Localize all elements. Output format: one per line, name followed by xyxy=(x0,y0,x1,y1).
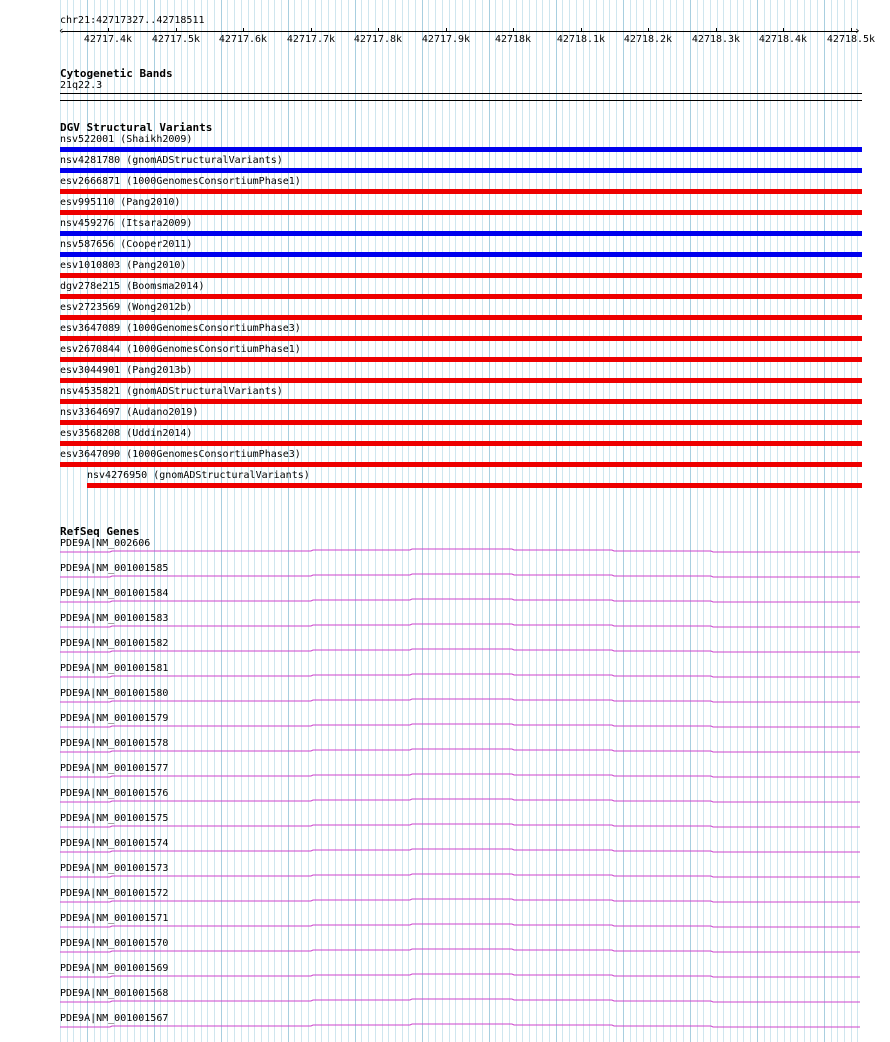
dgv-feature-label[interactable]: esv3568208 (Uddin2014) xyxy=(60,428,193,439)
refseq-intron-line xyxy=(60,974,860,977)
refseq-gene-label[interactable]: PDE9A|NM_001001568 xyxy=(60,988,169,999)
dgv-feature-bar[interactable] xyxy=(60,315,862,320)
ruler-tick-label: 42718.5k xyxy=(826,34,876,45)
refseq-intron-line xyxy=(60,799,860,802)
dgv-feature-bar[interactable] xyxy=(60,168,862,173)
ruler-tick-mark xyxy=(783,28,784,32)
refseq-intron-line xyxy=(60,1024,860,1027)
refseq-gene-label[interactable]: PDE9A|NM_001001572 xyxy=(60,888,169,899)
refseq-intron-line xyxy=(60,824,860,827)
dgv-feature-label[interactable]: nsv3364697 (Audano2019) xyxy=(60,407,199,418)
refseq-gene-label[interactable]: PDE9A|NM_001001569 xyxy=(60,963,169,974)
ruler-tick-label: 42717.7k xyxy=(286,34,336,45)
dgv-feature-bar[interactable] xyxy=(60,336,862,341)
refseq-gene-model[interactable] xyxy=(0,972,890,982)
ruler-tick-mark xyxy=(176,28,177,32)
refseq-gene-label[interactable]: PDE9A|NM_002606 xyxy=(60,538,151,549)
refseq-gene-model[interactable] xyxy=(0,672,890,682)
dgv-feature-label[interactable]: dgv278e215 (Boomsma2014) xyxy=(60,281,205,292)
dgv-feature-label[interactable]: esv2666871 (1000GenomesConsortiumPhase1) xyxy=(60,176,301,187)
ruler-tick-label: 42718.1k xyxy=(556,34,606,45)
refseq-gene-model[interactable] xyxy=(0,872,890,882)
refseq-intron-line xyxy=(60,774,860,777)
dgv-feature-label[interactable]: esv2670844 (1000GenomesConsortiumPhase1) xyxy=(60,344,301,355)
refseq-gene-label[interactable]: PDE9A|NM_001001571 xyxy=(60,913,169,924)
ruler-tick-mark xyxy=(648,28,649,32)
dgv-feature-bar[interactable] xyxy=(60,357,862,362)
refseq-gene-label[interactable]: PDE9A|NM_001001580 xyxy=(60,688,169,699)
refseq-gene-label[interactable]: PDE9A|NM_001001570 xyxy=(60,938,169,949)
refseq-gene-label[interactable]: PDE9A|NM_001001584 xyxy=(60,588,169,599)
ruler-left-arrow: ‹ xyxy=(58,24,65,37)
ruler-tick-label: 42717.8k xyxy=(353,34,403,45)
refseq-intron-line xyxy=(60,699,860,702)
ruler-tick-mark xyxy=(311,28,312,32)
ruler-tick-mark xyxy=(513,28,514,32)
ruler-tick-mark xyxy=(446,28,447,32)
dgv-feature-label[interactable]: esv2723569 (Wong2012b) xyxy=(60,302,193,313)
dgv-feature-bar[interactable] xyxy=(60,378,862,383)
cytoband-bar xyxy=(60,93,862,94)
dgv-feature-label[interactable]: nsv4276950 (gnomADStructuralVariants) xyxy=(87,470,310,481)
refseq-gene-label[interactable]: PDE9A|NM_001001578 xyxy=(60,738,169,749)
refseq-gene-label[interactable]: PDE9A|NM_001001574 xyxy=(60,838,169,849)
refseq-intron-line xyxy=(60,749,860,752)
refseq-gene-model[interactable] xyxy=(0,1022,890,1032)
refseq-gene-label[interactable]: PDE9A|NM_001001585 xyxy=(60,563,169,574)
dgv-feature-label[interactable]: nsv459276 (Itsara2009) xyxy=(60,218,193,229)
dgv-feature-bar[interactable] xyxy=(60,420,862,425)
dgv-feature-label[interactable]: esv3044901 (Pang2013b) xyxy=(60,365,193,376)
refseq-gene-label[interactable]: PDE9A|NM_001001573 xyxy=(60,863,169,874)
ruler-tick-label: 42718.4k xyxy=(758,34,808,45)
refseq-intron-line xyxy=(60,849,860,852)
refseq-gene-model[interactable] xyxy=(0,847,890,857)
ruler-tick-mark xyxy=(851,28,852,32)
refseq-gene-model[interactable] xyxy=(0,747,890,757)
ruler-tick-mark xyxy=(108,28,109,32)
refseq-gene-label[interactable]: PDE9A|NM_001001582 xyxy=(60,638,169,649)
ruler-tick-label: 42718.2k xyxy=(623,34,673,45)
refseq-intron-line xyxy=(60,874,860,877)
ruler-tick-label: 42718k xyxy=(494,34,532,45)
dgv-feature-label[interactable]: esv1010803 (Pang2010) xyxy=(60,260,187,271)
track-divider xyxy=(60,100,862,101)
ruler-axis xyxy=(62,31,858,32)
refseq-gene-model[interactable] xyxy=(0,797,890,807)
dgv-feature-bar[interactable] xyxy=(60,210,862,215)
refseq-gene-model[interactable] xyxy=(0,772,890,782)
ruler-tick-label: 42717.4k xyxy=(83,34,133,45)
dgv-feature-label[interactable]: nsv4535821 (gnomADStructuralVariants) xyxy=(60,386,283,397)
refseq-intron-line xyxy=(60,649,860,652)
ruler-tick-mark xyxy=(581,28,582,32)
refseq-gene-model[interactable] xyxy=(0,722,890,732)
dgv-feature-bar[interactable] xyxy=(60,399,862,404)
refseq-gene-model[interactable] xyxy=(0,697,890,707)
dgv-feature-bar[interactable] xyxy=(60,231,862,236)
ruler-tick-label: 42718.3k xyxy=(691,34,741,45)
dgv-feature-label[interactable]: esv3647089 (1000GenomesConsortiumPhase3) xyxy=(60,323,301,334)
refseq-intron-line xyxy=(60,599,860,602)
refseq-gene-label[interactable]: PDE9A|NM_001001577 xyxy=(60,763,169,774)
refseq-gene-label[interactable]: PDE9A|NM_001001581 xyxy=(60,663,169,674)
ruler-tick-label: 42717.6k xyxy=(218,34,268,45)
dgv-feature-bar[interactable] xyxy=(87,483,862,488)
dgv-feature-label[interactable]: esv3647090 (1000GenomesConsortiumPhase3) xyxy=(60,449,301,460)
refseq-gene-label[interactable]: PDE9A|NM_001001576 xyxy=(60,788,169,799)
refseq-gene-label[interactable]: PDE9A|NM_001001575 xyxy=(60,813,169,824)
refseq-gene-model[interactable] xyxy=(0,922,890,932)
refseq-intron-line xyxy=(60,999,860,1002)
dgv-feature-label[interactable]: nsv587656 (Cooper2011) xyxy=(60,239,193,250)
refseq-intron-line xyxy=(60,924,860,927)
refseq-gene-model[interactable] xyxy=(0,547,890,557)
ruler-tick-label: 42717.5k xyxy=(151,34,201,45)
refseq-gene-model[interactable] xyxy=(0,997,890,1007)
refseq-gene-model[interactable] xyxy=(0,572,890,582)
dgv-feature-bar[interactable] xyxy=(60,189,862,194)
region-label: chr21:42717327..42718511 xyxy=(60,15,205,26)
refseq-gene-label[interactable]: PDE9A|NM_001001567 xyxy=(60,1013,169,1024)
dgv-feature-label[interactable]: nsv4281780 (gnomADStructuralVariants) xyxy=(60,155,283,166)
refseq-intron-line xyxy=(60,549,860,552)
ruler-right-arrow: › xyxy=(854,24,861,37)
ruler-tick-mark xyxy=(243,28,244,32)
refseq-gene-model[interactable] xyxy=(0,947,890,957)
dgv-feature-bar[interactable] xyxy=(60,273,862,278)
ruler-tick-mark xyxy=(378,28,379,32)
refseq-intron-line xyxy=(60,724,860,727)
dgv-feature-bar[interactable] xyxy=(60,294,862,299)
dgv-feature-label[interactable]: esv995110 (Pang2010) xyxy=(60,197,181,208)
cytoband-track-title: Cytogenetic Bands xyxy=(60,67,173,80)
refseq-intron-line xyxy=(60,624,860,627)
dgv-feature-bar[interactable] xyxy=(60,441,862,446)
dgv-track-title: DGV Structural Variants xyxy=(60,121,213,134)
refseq-gene-model[interactable] xyxy=(0,647,890,657)
refseq-track-title: RefSeq Genes xyxy=(60,525,140,538)
dgv-feature-label[interactable]: nsv522001 (Shaikh2009) xyxy=(60,134,193,145)
refseq-gene-model[interactable] xyxy=(0,897,890,907)
refseq-gene-model[interactable] xyxy=(0,597,890,607)
refseq-intron-line xyxy=(60,674,860,677)
refseq-intron-line xyxy=(60,574,860,577)
refseq-gene-model[interactable] xyxy=(0,622,890,632)
dgv-feature-bar[interactable] xyxy=(60,252,862,257)
refseq-gene-label[interactable]: PDE9A|NM_001001579 xyxy=(60,713,169,724)
cytoband-label: 21q22.3 xyxy=(60,80,103,91)
refseq-intron-line xyxy=(60,899,860,902)
ruler-tick-label: 42717.9k xyxy=(421,34,471,45)
refseq-intron-line xyxy=(60,949,860,952)
dgv-feature-bar[interactable] xyxy=(60,147,862,152)
refseq-gene-model[interactable] xyxy=(0,822,890,832)
ruler-tick-mark xyxy=(716,28,717,32)
dgv-feature-bar[interactable] xyxy=(60,462,862,467)
refseq-gene-label[interactable]: PDE9A|NM_001001583 xyxy=(60,613,169,624)
